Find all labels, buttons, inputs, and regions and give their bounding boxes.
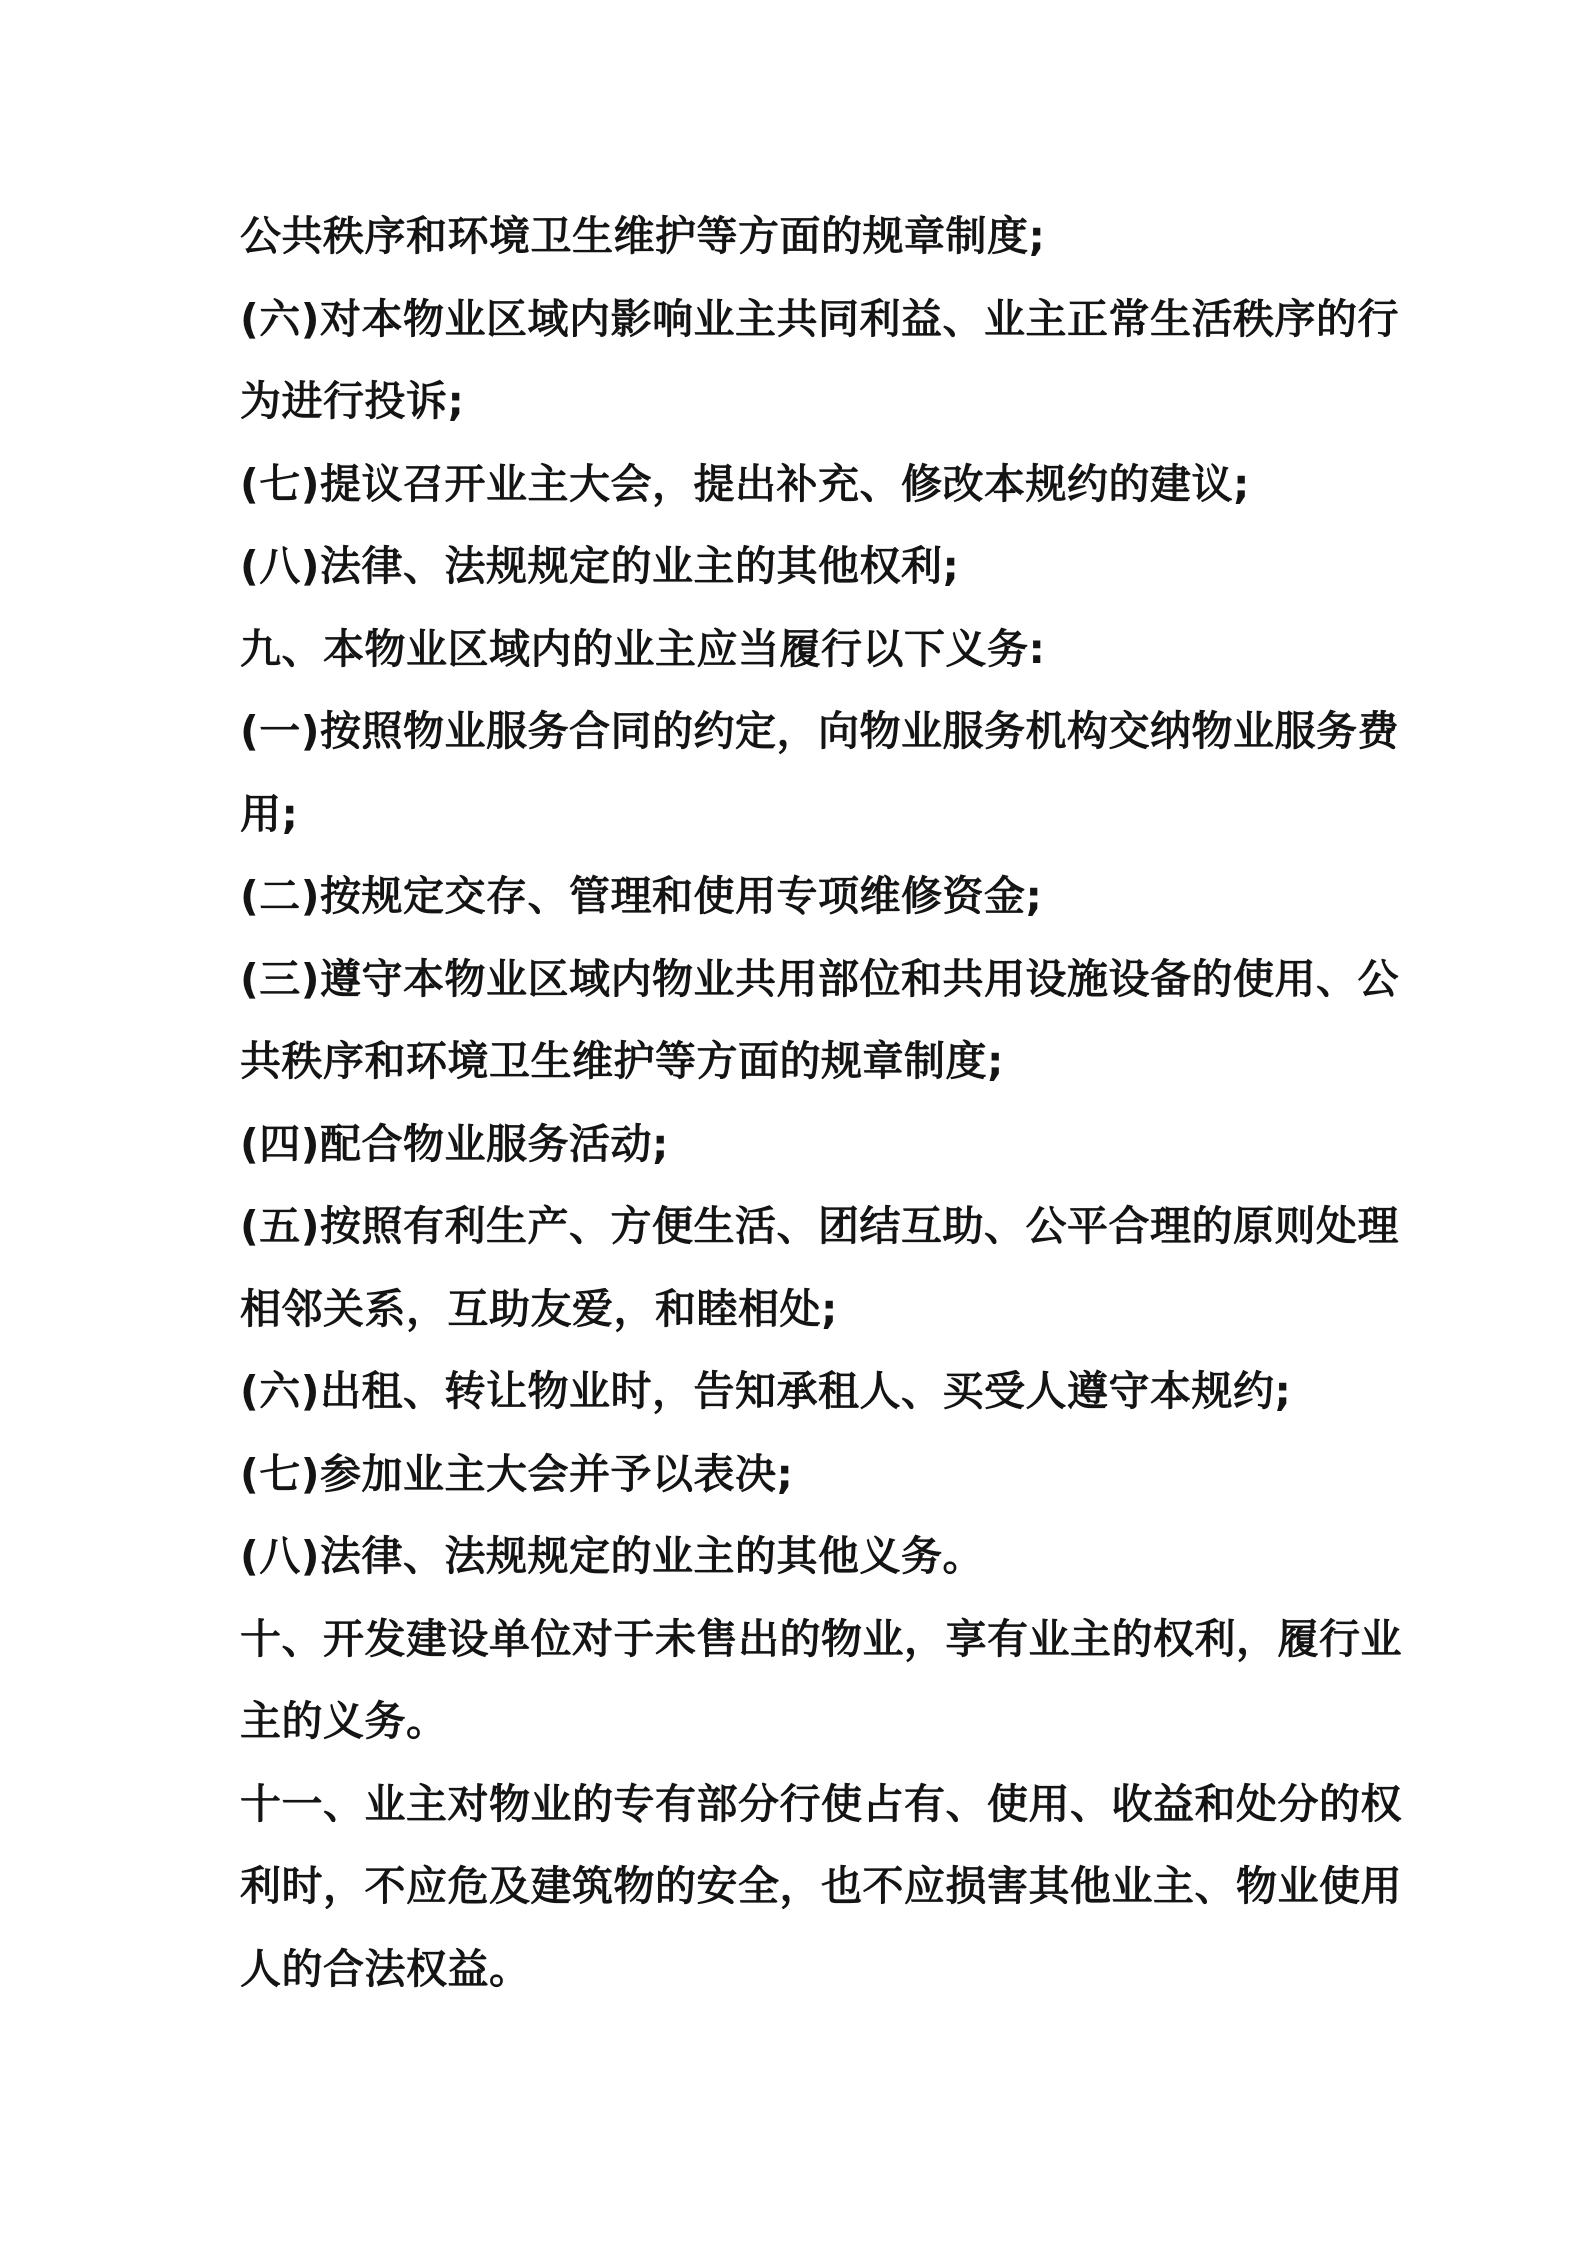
section-heading: 十一、业主对物业的专有部分行使占有、使用、收益和处分的权 bbox=[240, 1779, 1402, 1828]
text-line: (四)配合物业服务活动; bbox=[240, 1119, 669, 1168]
document-body bbox=[240, 195, 1402, 2010]
text-line: (一)按照物业服务合同的约定，向物业服务机构交纳物业服务费 bbox=[240, 707, 1399, 755]
text-line: (七)提议召开业主大会，提出补充、修改本规约的建议; bbox=[240, 459, 1250, 508]
text-line: 公共秩序和环境卫生维护等方面的规章制度; bbox=[240, 212, 1046, 260]
text-line: (七)参加业主大会并予以表决; bbox=[240, 1449, 794, 1498]
section-heading: 九、本物业区域内的业主应当履行以下义务: bbox=[240, 624, 1046, 673]
text-line: 相邻关系，互助友爱，和睦相处; bbox=[240, 1284, 838, 1333]
text-line: (八)法律、法规规定的业主的其他权利; bbox=[240, 542, 960, 590]
text-line: (六)对本物业区域内影响业主共同利益、业主正常生活秩序的行 bbox=[240, 294, 1399, 343]
text-line: 人的合法权益。 bbox=[240, 1944, 531, 1993]
text-line: 利时，不应危及建筑物的安全，也不应损害其他业主、物业使用 bbox=[240, 1862, 1402, 1910]
text-line: (三)遵守本物业区域内物业共用部位和共用设施设备的使用、公 bbox=[240, 954, 1399, 1003]
text-line: (五)按照有利生产、方便生活、团结互助、公平合理的原则处理 bbox=[240, 1202, 1399, 1250]
text-line: (二)按规定交存、管理和使用专项维修资金; bbox=[240, 872, 1043, 920]
text-line: 共秩序和环境卫生维护等方面的规章制度; bbox=[240, 1037, 1004, 1085]
text-line: 用; bbox=[240, 789, 299, 838]
text-line: (八)法律、法规规定的业主的其他义务。 bbox=[240, 1532, 984, 1580]
section-heading: 十、开发建设单位对于未售出的物业，享有业主的权利，履行业 bbox=[240, 1614, 1402, 1663]
text-line: (六)出租、转让物业时，告知承租人、买受人遵守本规约; bbox=[240, 1367, 1292, 1415]
text-line: 主的义务。 bbox=[240, 1697, 448, 1745]
text-line: 为进行投诉; bbox=[240, 377, 465, 425]
